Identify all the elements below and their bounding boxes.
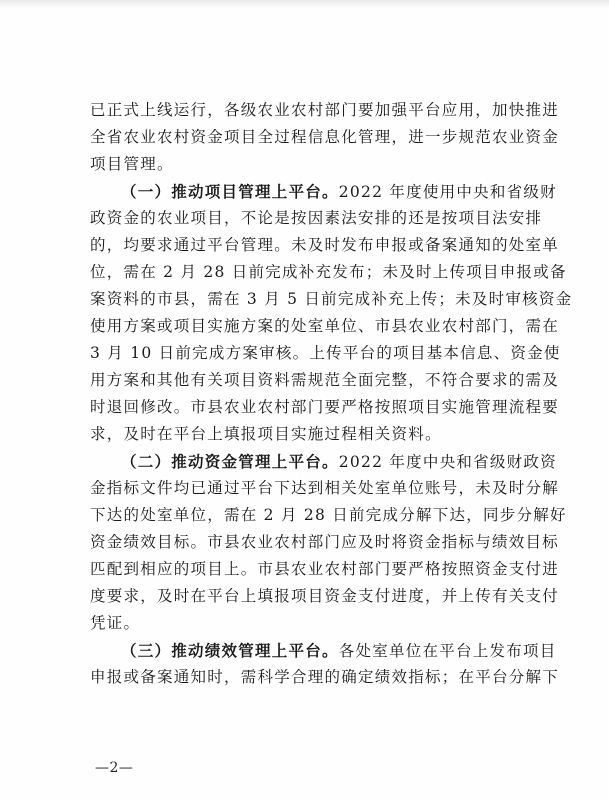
- body-text: [90, 97, 573, 691]
- text-line: 度要求，及时在平台上填报项目资金支付进度，并上传有关支付: [90, 587, 560, 605]
- section-heading: （二）推动资金管理上平台。: [121, 452, 339, 471]
- text-line: 政资金的农业项目，不论是按因素法安排的还是按项目法安排: [90, 209, 543, 227]
- text-line: 全省农业农村资金项目全过程信息化管理，进一步规范农业资金: [90, 128, 560, 146]
- section-heading-line: （二）推动资金管理上平台。2022 年度中央和省级财政资: [121, 452, 557, 471]
- text-line: 求，及时在平台上填报项目实施过程相关资料。: [90, 425, 442, 443]
- text-line: 项目管理。: [90, 155, 174, 173]
- text-line: 凭证。: [90, 614, 141, 632]
- section-heading-line: （三）推动绩效管理上平台。各处室单位在平台上发布项目: [121, 641, 557, 660]
- text-line: 案资料的市县，需在 3 月 5 日前完成补充上传；未及时审核资金: [90, 290, 573, 308]
- text-line: 用方案和其他有关项目资料需规范全面完整，不符合要求的需及: [90, 371, 560, 389]
- text-line: 金指标文件均已通过平台下达到相关处室单位账号，未及时分解: [90, 479, 560, 497]
- text-line: 使用方案或项目实施方案的处室单位、市县农业农村部门，需在: [90, 317, 560, 335]
- text-line: 资金绩效目标。市县农业农村部门应及时将资金指标与绩效目标: [90, 533, 560, 551]
- page-number: —2—: [95, 760, 134, 776]
- text-line: 下达的处室单位，需在 2 月 28 日前完成分解下达，同步分解好: [90, 506, 567, 524]
- text-line: 时退回修改。市县农业农村部门要严格按照项目实施管理流程要: [90, 398, 560, 416]
- text-line: 的，均要求通过平台管理。未及时发布申报或备案通知的处室单: [90, 236, 560, 254]
- text-line: 匹配到相应的项目上。市县农业农村部门要严格按照资金支付进: [90, 560, 560, 578]
- section-heading-line: （一）推动项目管理上平台。2022 年度使用中央和省级财: [121, 182, 557, 201]
- text-line: 3 月 10 日前完成方案审核。上传平台的项目基本信息、资金使: [90, 344, 561, 362]
- text-line: 申报或备案通知时，需科学合理的确定绩效指标；在平台分解下: [90, 668, 560, 686]
- text-line: 已正式上线运行，各级农业农村部门要加强平台应用，加快推进: [90, 101, 560, 119]
- scan-edge-shadow: [0, 0, 609, 8]
- section-heading: （三）推动绩效管理上平台。: [121, 641, 339, 660]
- section-heading: （一）推动项目管理上平台。: [121, 182, 339, 201]
- text-line: 位，需在 2 月 28 日前完成补充发布；未及时上传项目申报或备: [90, 263, 567, 281]
